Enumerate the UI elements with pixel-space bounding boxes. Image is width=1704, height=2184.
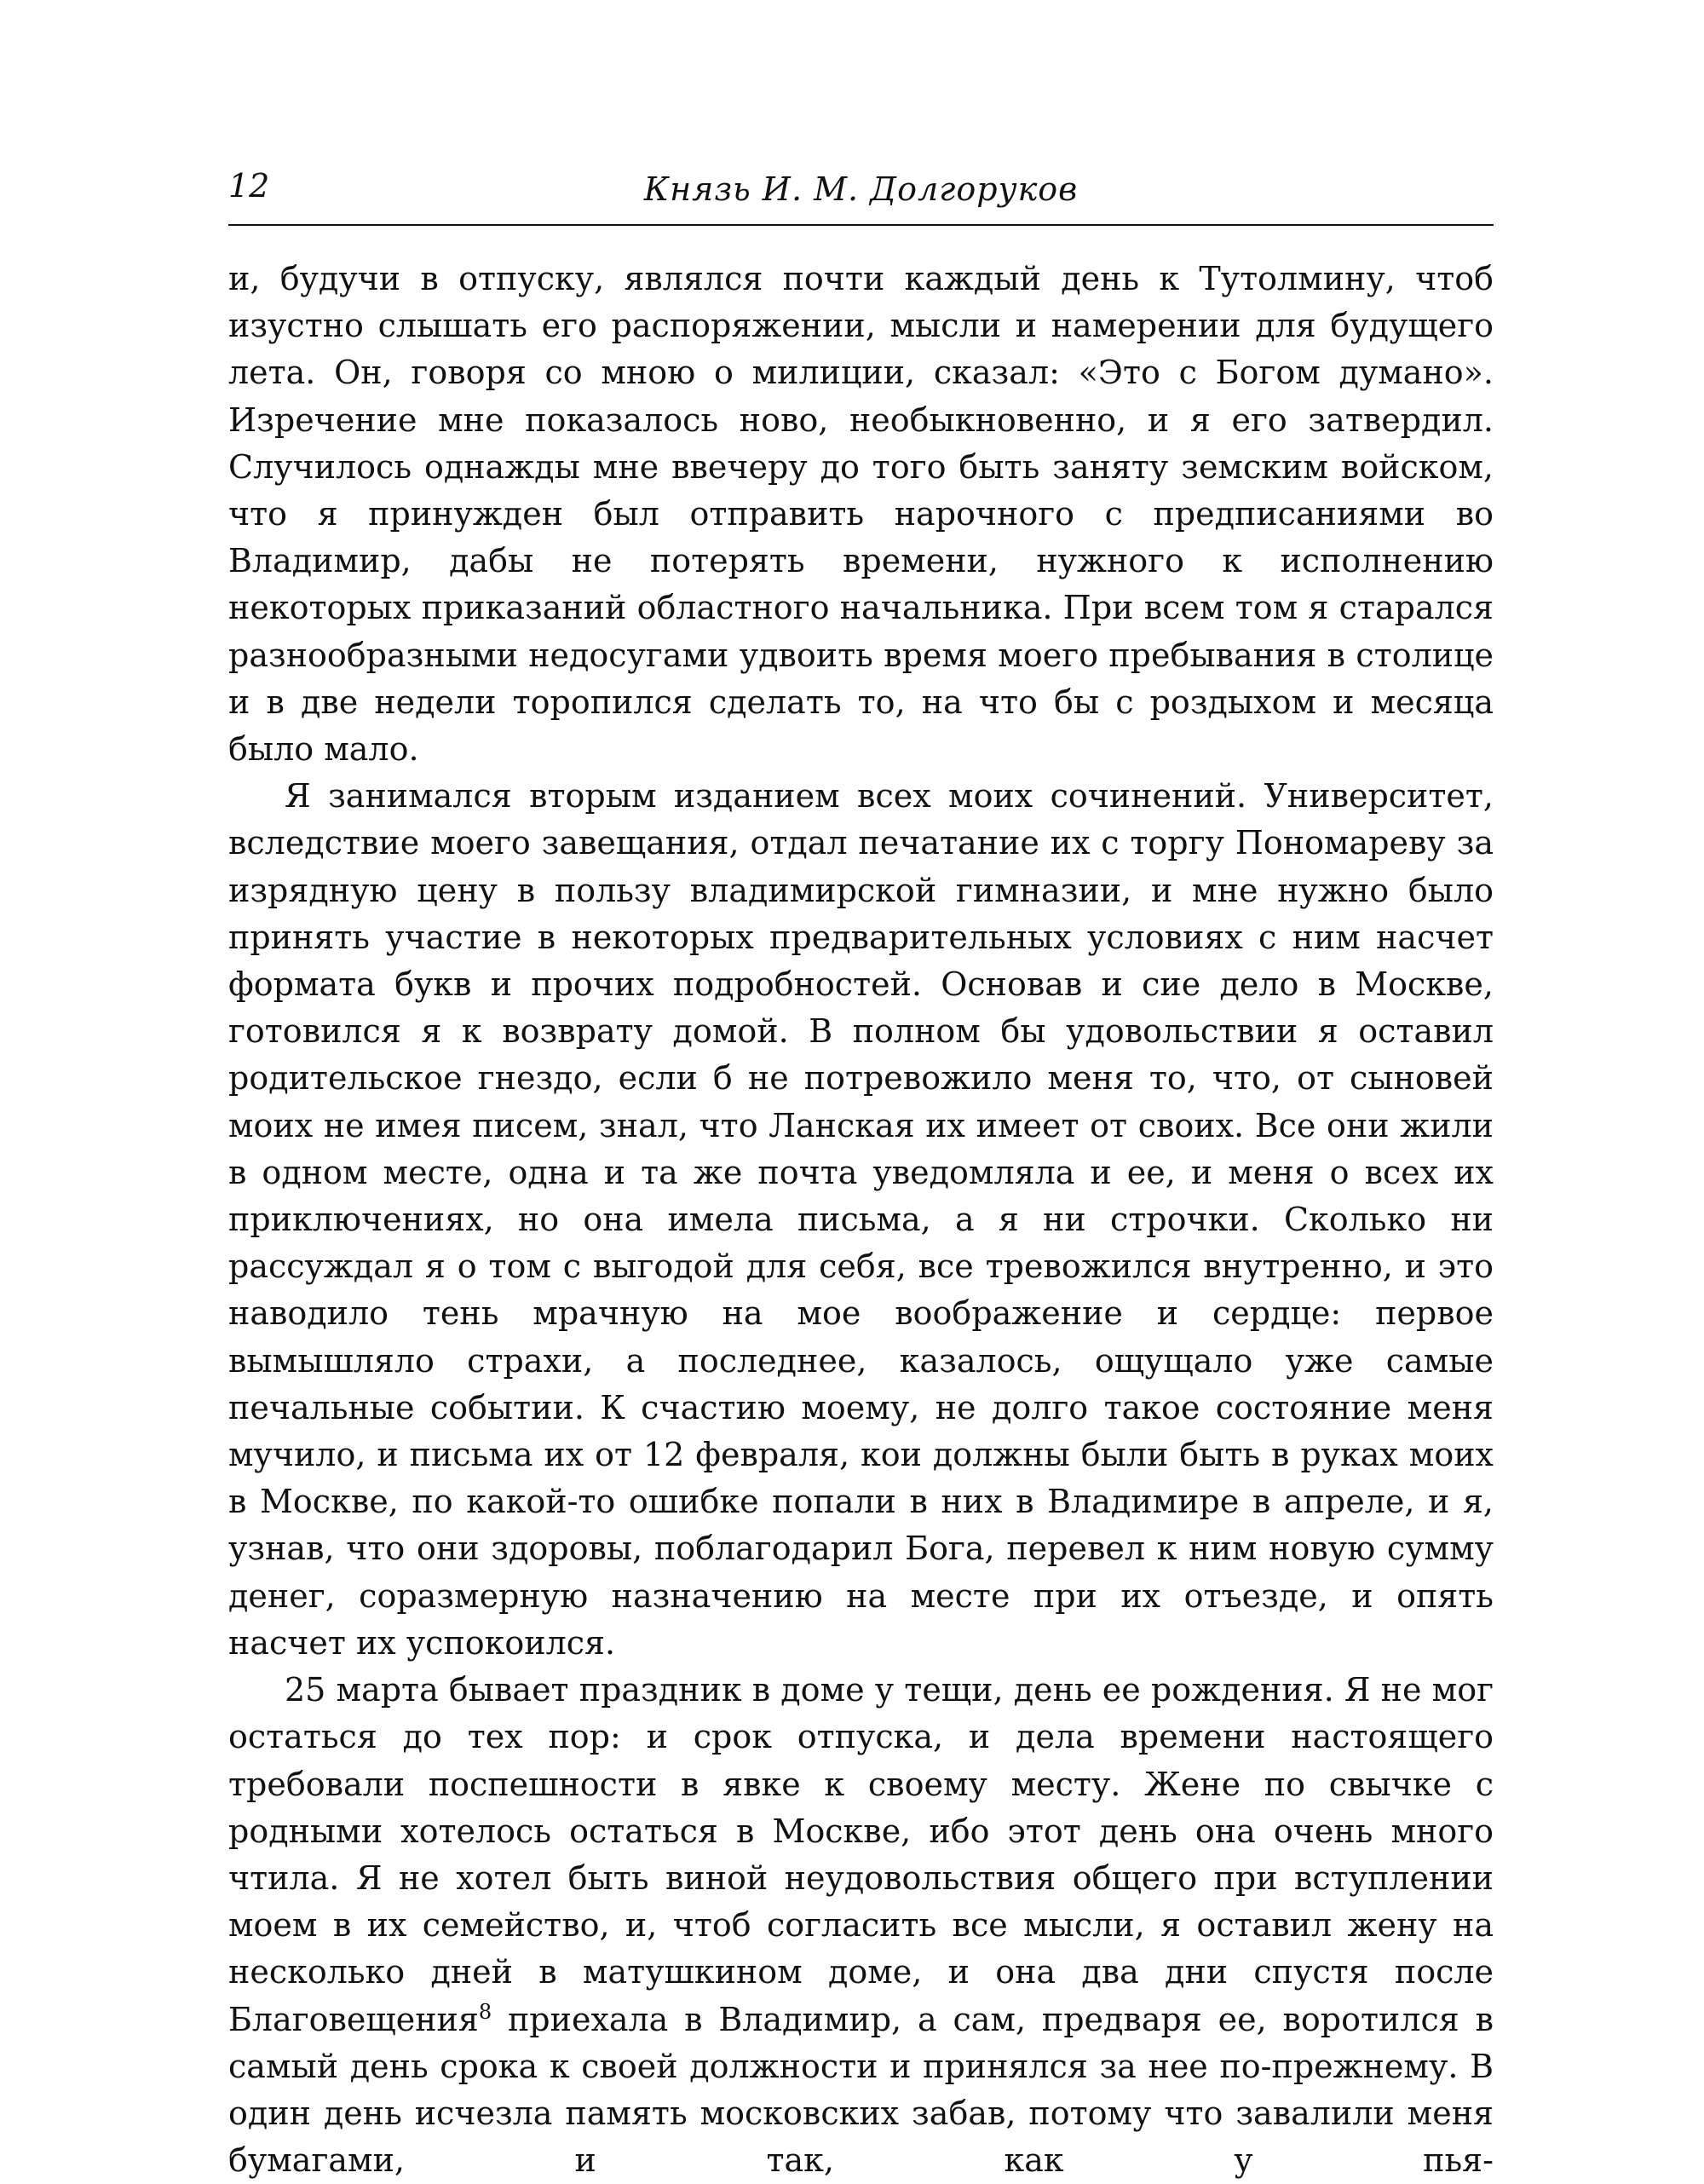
paragraph-3 xyxy=(228,1667,1494,2184)
paragraph-3-text-before: 25 марта бывает праздник в доме у тещи, день ее рождения. Я не мог остаться до тех пор: и срок отпуска, и дела времени настоящего требовали поспешности в явке к своему месту. Жене по свычке с родными хотелось остаться в Москве, ибо этот день она очень много чтила. Я не хотел быть виной неудовольствия общего при вступлении моем в их семейство, и, чтоб согласить все мысли, я оставил жену на несколько дней в матушкином доме, и она два дни спустя после Благовещения xyxy=(228,1671,1494,2038)
page-header xyxy=(228,167,1494,222)
body-text xyxy=(228,256,1494,2184)
paragraph-1: и, будучи в отпуску, являлся почти каждый день к Тутолмину, чтоб изустно слышать его распоряжении, мысли и намерении для будущего лета. Он, говоря со мною о милиции, сказал: «Это с Богом думано». Изречение мне показалось ново, необыкновенно, и я его затвердил. Случилось однажды мне ввечеру до того быть заняту земским войском, что я принужден был отправить нарочного с предписаниями во Владимир, дабы не потерять времени, нужного к исполнению некоторых приказаний областного начальника. При всем том я старался разнообразными недосугами удвоить время моего пребывания в столице и в две недели торопился сделать то, на что бы с роздыхом и месяца было мало. xyxy=(228,260,1494,769)
footnote-mark: 8 xyxy=(478,1999,492,2024)
page-number: 12 xyxy=(228,167,270,205)
paragraph-2: Я занимался вторым изданием всех моих сочинений. Университет, вследствие моего завещания, отдал печатание их с торгу Пономареву за изрядную цену в пользу владимирской гимназии, и мне нужно было принять участие в некоторых предварительных условиях с ним насчет формата букв и прочих подробностей. Основав и сие дело в Москве, готовился я к возврату домой. В полном бы удовольствии я оставил родительское гнездо, если б не потревожило меня то, что, от сыновей моих не имея писем, знал, что Ланская их имеет от своих. Все они жили в одном месте, одна и та же почта уведомляла и ее, и меня о всех их приключениях, но она имела письма, а я ни строчки. Сколько ни рассуждал я о том с выгодой для себя, все тревожился внутренно, и это наводило тень мрачную на мое воображение и сердце: первое вымышляло страхи, а последнее, казалось, ощущало уже самые печальные событии. К счастию моему, не долго такое состояние меня мучило, и письма их от 12 февраля, кои должны были быть в руках моих в Москве, по какой-то ошибке попали в них в Владимире в апреле, и я, узнав, что они здоровы, поблагодарил Бога, перевел к ним новую сумму денег, соразмерную назначению на месте при их отъезде, и опять насчет их успокоился. xyxy=(228,777,1494,1662)
header-rule xyxy=(228,224,1494,226)
paragraph-3-text-after: приехала в Владимир, а сам, предваря ее, воротился в самый день срока к своей должности и принялся за нее по-прежнему. В один день исчезла память московских забав, потому что завалили меня бумагами, и так, как у пья- xyxy=(228,2000,1494,2180)
running-head: Князь И. М. Долгоруков xyxy=(643,170,1079,208)
